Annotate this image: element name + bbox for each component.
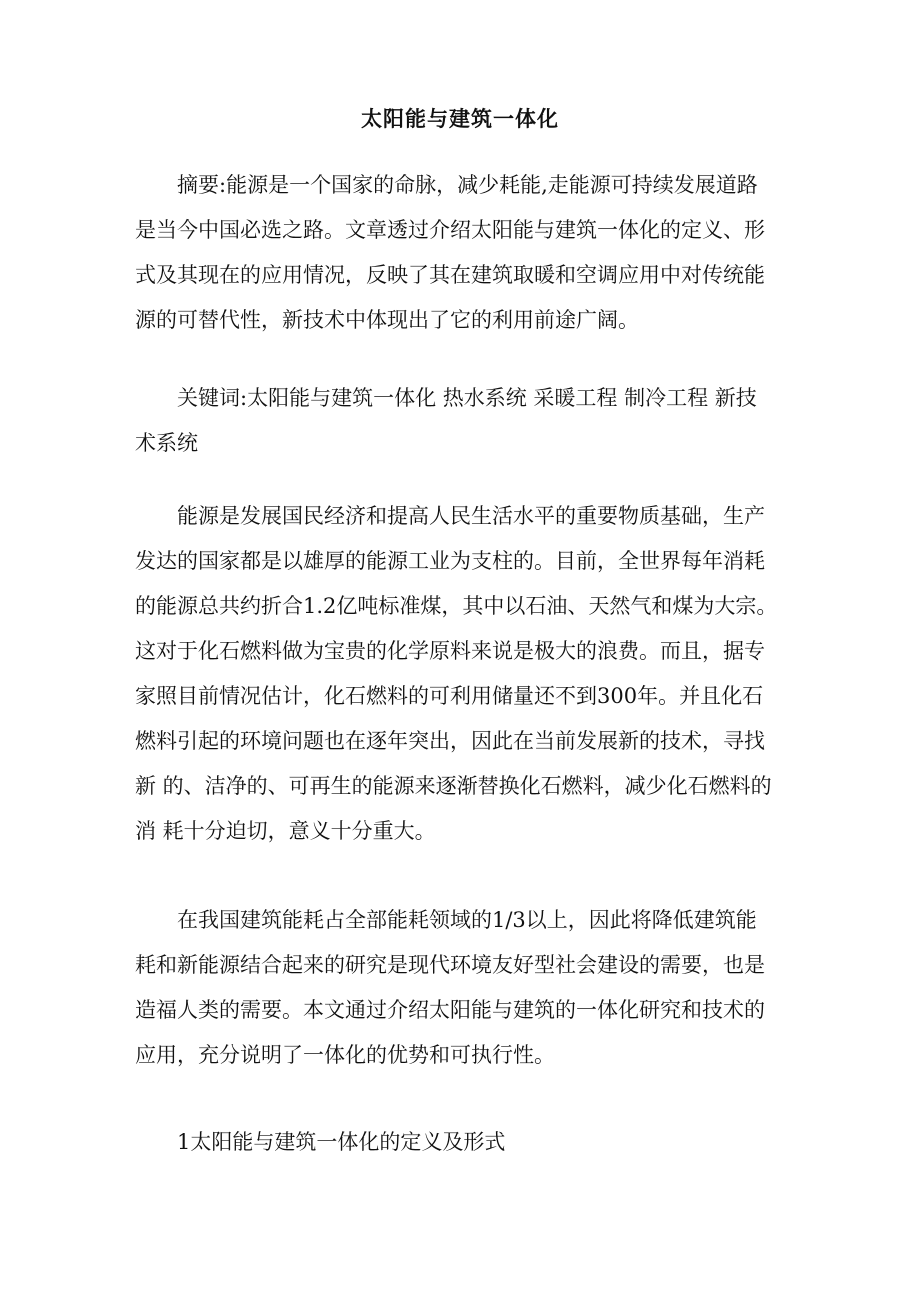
keywords-paragraph [135,376,795,466]
abstract-line: 是当今中国必选之路。文章透过介绍太阳能与建筑一体化的定义、形 [135,218,765,242]
section-heading: 1太阳能与建筑一体化的定义及形式 [177,1130,506,1154]
keywords-line: 术系统 [135,431,198,455]
body-paragraph-2 [135,898,795,1078]
body-line: 燃料引起的环境问题也在逐年突出，因此在当前发展新的技术，寻找 [135,729,765,753]
section-heading-block [135,1120,795,1165]
body-paragraph-1 [135,494,795,854]
body-line: 家照目前情况估计，化石燃料的可利用储量还不到300年。并且化石 [135,684,764,708]
abstract-line: 源的可替代性，新技术中体现出了它的利用前途广阔。 [135,308,639,332]
body-line: 在我国建筑能耗占全部能耗领域的1/3以上，因此将降低建筑能 [177,908,757,932]
body-line: 新 的、洁净的、可再生的能源来逐渐替换化石燃料，减少化石燃料的 [135,774,772,798]
body-line: 发达的国家都是以雄厚的能源工业为支柱的。目前，全世界每年消耗 [135,549,765,573]
keywords-line: 关键词:太阳能与建筑一体化 热水系统 采暖工程 制冷工程 新技 [177,386,757,410]
abstract-paragraph [135,163,795,343]
body-line: 耗和新能源结合起来的研究是现代环境友好型社会建设的需要，也是 [135,953,765,977]
body-line: 应用，充分说明了一体化的优势和可执行性。 [135,1043,555,1067]
document-title: 太阳能与建筑一体化 [361,107,559,131]
abstract-line: 式及其现在的应用情况，反映了其在建筑取暖和空调应用中对传统能 [135,263,765,287]
body-line: 的能源总共约折合1.2亿吨标准煤，其中以石油、天然气和煤为大宗。 [135,594,778,618]
body-line: 造福人类的需要。本文通过介绍太阳能与建筑的一体化研究和技术的 [135,998,765,1022]
abstract-line: 摘要:能源是一个国家的命脉，减少耗能,走能源可持续发展道路 [177,173,758,197]
body-line: 消 耗十分迫切，意义十分重大。 [135,819,436,843]
body-line: 能源是发展国民经济和提高人民生活水平的重要物质基础，生产 [177,504,765,528]
body-line: 这对于化石燃料做为宝贵的化学原料来说是极大的浪费。而且，据专 [135,639,765,663]
